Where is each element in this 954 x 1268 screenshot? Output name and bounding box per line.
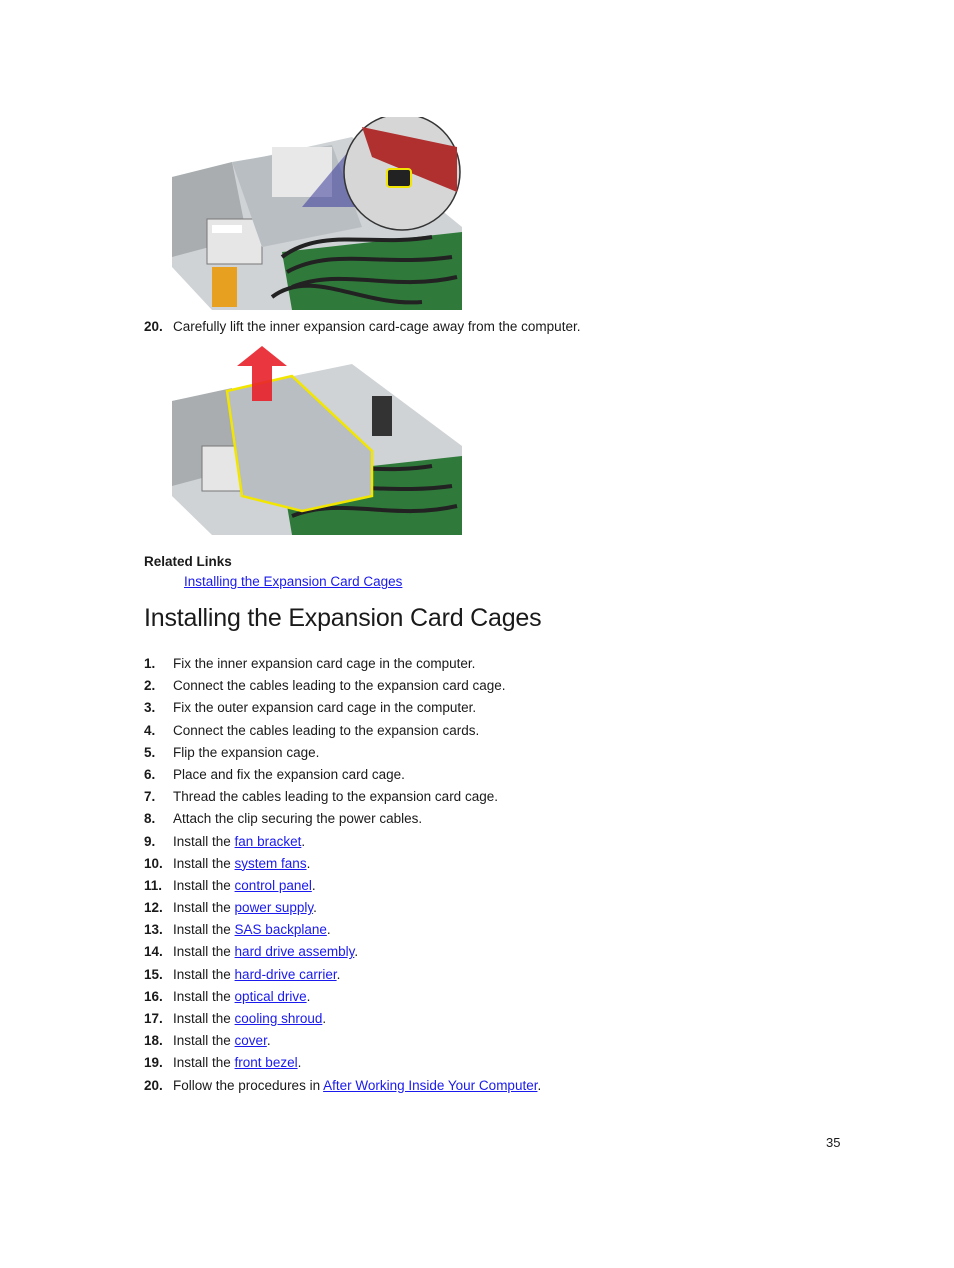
- step-text: Install the: [173, 877, 235, 893]
- step-text: Install the: [173, 966, 235, 982]
- step-link[interactable]: cover: [234, 1033, 267, 1049]
- list-item: [144, 921, 541, 943]
- step-text: Carefully lift the inner expansion card-cage away from the computer.: [173, 319, 581, 334]
- step-number: 15.: [144, 966, 163, 982]
- step-text: Install the: [173, 944, 235, 960]
- step-number: 20.: [144, 1077, 163, 1093]
- step-number: 4.: [144, 722, 156, 738]
- list-item: [144, 766, 541, 788]
- server-chassis-illustration: [172, 346, 462, 535]
- step-text: Connect the cables leading to the expansion cards.: [173, 722, 480, 738]
- step-punctuation: .: [313, 900, 317, 916]
- step-link[interactable]: hard-drive carrier: [234, 966, 337, 982]
- section-title: Installing the Expansion Card Cages: [144, 604, 542, 632]
- list-item: [144, 655, 541, 677]
- step-number: 5.: [144, 744, 156, 760]
- step-punctuation: .: [306, 988, 311, 1004]
- figure-lift-cage: [172, 346, 462, 535]
- step-link[interactable]: cooling shroud: [234, 1011, 323, 1026]
- step-number: 3.: [144, 700, 156, 716]
- figure-cable-disconnect: [172, 117, 462, 310]
- list-item: [144, 1032, 541, 1054]
- step-link[interactable]: SAS backplane: [234, 922, 327, 938]
- step-link[interactable]: power supply: [234, 900, 314, 916]
- step-20-lift-cage: [144, 318, 580, 336]
- step-number: 12.: [144, 900, 163, 916]
- step-number: 20.: [144, 319, 163, 334]
- step-text: Install the: [173, 855, 235, 871]
- list-item: [144, 899, 541, 921]
- list-item: [144, 1010, 541, 1032]
- step-link[interactable]: fan bracket: [234, 833, 302, 849]
- installation-steps-list: [144, 655, 541, 1099]
- list-item: [144, 943, 541, 965]
- step-number: 8.: [144, 811, 156, 827]
- step-number: 11.: [144, 877, 163, 893]
- step-text: Install the: [173, 1055, 235, 1071]
- related-link-installing-cages[interactable]: Installing the Expansion Card Cages: [184, 574, 403, 589]
- step-number: 17.: [144, 1011, 163, 1026]
- step-punctuation: .: [297, 1055, 302, 1071]
- step-punctuation: .: [266, 1033, 271, 1049]
- step-text: Fix the inner expansion card cage in the computer.: [173, 656, 476, 671]
- step-link[interactable]: control panel: [234, 877, 312, 893]
- list-item: [144, 988, 541, 1010]
- step-text: Place and fix the expansion card cage.: [173, 766, 405, 782]
- list-item: [144, 744, 541, 766]
- step-number: 7.: [144, 789, 156, 805]
- step-number: 16.: [144, 988, 163, 1004]
- step-text: Install the: [173, 900, 235, 916]
- step-punctuation: .: [311, 877, 316, 893]
- list-item: [144, 699, 541, 721]
- step-number: 1.: [144, 656, 156, 671]
- step-link[interactable]: system fans: [234, 855, 307, 871]
- step-text: Flip the expansion cage.: [173, 744, 320, 760]
- server-chassis-illustration: [172, 117, 462, 310]
- step-number: 6.: [144, 766, 156, 782]
- step-text: Install the: [173, 1033, 235, 1049]
- step-punctuation: .: [336, 966, 341, 982]
- step-number: 2.: [144, 678, 156, 694]
- step-number: 19.: [144, 1055, 163, 1071]
- list-item: [144, 877, 541, 899]
- step-link[interactable]: front bezel: [234, 1055, 298, 1071]
- step-number: 13.: [144, 922, 163, 938]
- step-text: Connect the cables leading to the expansion card cage.: [173, 678, 506, 694]
- related-links-title: Related Links: [144, 554, 232, 569]
- step-text: Fix the outer expansion card cage in the computer.: [173, 700, 477, 716]
- step-number: 14.: [144, 944, 163, 960]
- step-number: 10.: [144, 855, 163, 871]
- list-item: [144, 1077, 541, 1099]
- step-link[interactable]: After Working Inside Your Computer: [323, 1077, 538, 1093]
- step-link[interactable]: hard drive assembly: [234, 944, 355, 960]
- step-text: Install the: [173, 922, 235, 938]
- list-item: [144, 788, 541, 810]
- step-text: Attach the clip securing the power cables.: [173, 811, 423, 827]
- page-number: 35: [826, 1135, 841, 1150]
- step-link[interactable]: optical drive: [234, 988, 307, 1004]
- step-text: Install the: [173, 833, 235, 849]
- step-number: 18.: [144, 1033, 163, 1049]
- step-text: Follow the procedures in: [173, 1077, 324, 1093]
- step-punctuation: .: [537, 1077, 542, 1093]
- list-item: [144, 966, 541, 988]
- list-item: [144, 677, 541, 699]
- list-item: [144, 722, 541, 744]
- step-punctuation: .: [354, 944, 359, 960]
- step-text: Install the: [173, 988, 235, 1004]
- list-item: [144, 833, 541, 855]
- step-punctuation: .: [301, 833, 306, 849]
- list-item: [144, 810, 541, 832]
- step-number: 9.: [144, 833, 156, 849]
- step-punctuation: .: [326, 922, 331, 938]
- step-text: Thread the cables leading to the expansion card cage.: [173, 789, 498, 805]
- step-punctuation: .: [306, 855, 311, 871]
- list-item: [144, 1054, 541, 1076]
- list-item: [144, 855, 541, 877]
- step-punctuation: .: [322, 1011, 327, 1026]
- step-text: Install the: [173, 1011, 235, 1026]
